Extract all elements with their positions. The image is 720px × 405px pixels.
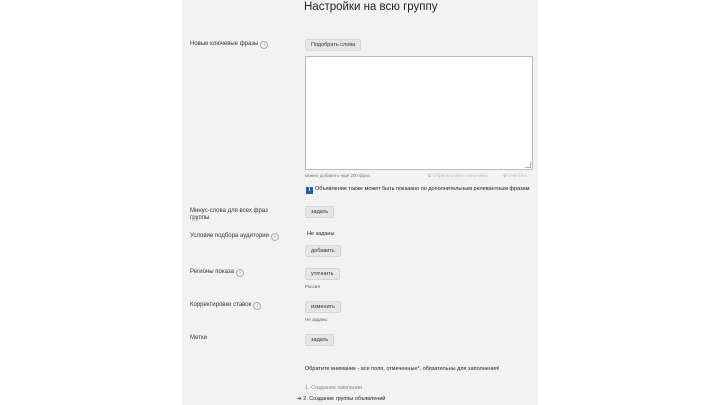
bids-label bbox=[190, 302, 261, 310]
help-icon[interactable]: ? bbox=[253, 302, 261, 310]
filter-synonyms-label: Отфильтровать синонимы bbox=[432, 173, 488, 178]
help-icon[interactable]: ? bbox=[271, 233, 279, 241]
pick-words-button[interactable]: Подобрать слова bbox=[305, 39, 361, 51]
clear-icon: ⊘ bbox=[503, 173, 507, 178]
info-notice bbox=[306, 186, 529, 194]
resize-handle-icon[interactable] bbox=[525, 162, 531, 168]
step-number: 2. bbox=[303, 396, 308, 402]
audience-add-button[interactable]: добавить bbox=[305, 245, 341, 257]
filter-icon: ⧉ bbox=[428, 173, 432, 178]
help-icon[interactable]: ? bbox=[260, 41, 268, 49]
phrases-hint: можно добавить еще 200 фраз bbox=[305, 173, 370, 178]
step-item[interactable] bbox=[305, 385, 362, 391]
page-title: Настройки на всю группу bbox=[304, 1, 438, 13]
keywords-label bbox=[190, 41, 268, 49]
regions-value: Россия bbox=[305, 284, 320, 289]
step-number: 1. bbox=[305, 385, 310, 391]
clear-link[interactable] bbox=[503, 173, 528, 179]
regions-label bbox=[190, 269, 244, 277]
minus-words-label: Минус-слова для всех фраз группы bbox=[190, 208, 268, 221]
bids-label-text: Корректировки ставок bbox=[190, 302, 252, 308]
regions-label-text: Регионы показа bbox=[190, 269, 234, 275]
regions-button[interactable]: уточнить bbox=[305, 268, 340, 280]
tags-label: Метки bbox=[190, 335, 207, 341]
info-text: Объявление также может быть показано по дополнительным релевантным фразам bbox=[315, 186, 530, 192]
audience-status: Не заданы bbox=[307, 231, 335, 237]
help-icon[interactable]: ? bbox=[236, 269, 244, 277]
step-label: Создание кампании bbox=[311, 385, 363, 391]
bids-button[interactable]: изменить bbox=[305, 301, 341, 313]
current-step-arrow-icon: ➔ bbox=[297, 396, 302, 402]
info-icon: i bbox=[306, 187, 313, 194]
tags-button[interactable]: задать bbox=[305, 334, 334, 346]
audience-label-text: Условие подбора аудитории bbox=[190, 233, 269, 239]
audience-label bbox=[190, 233, 279, 241]
step-label: Создание группы объявлений bbox=[309, 396, 386, 402]
filter-synonyms-link[interactable] bbox=[428, 173, 487, 178]
keywords-label-text: Новые ключевые фразы bbox=[190, 41, 259, 47]
required-notice: Обратите внимание - все поля, отмеченные*, обязательны для заполнения! bbox=[305, 366, 500, 372]
clear-label: Очистить bbox=[508, 173, 528, 178]
keywords-textarea[interactable] bbox=[305, 56, 533, 170]
bids-value: Не заданы bbox=[305, 317, 328, 322]
minus-words-button[interactable]: задать bbox=[305, 206, 334, 218]
step-item-current bbox=[297, 396, 385, 402]
